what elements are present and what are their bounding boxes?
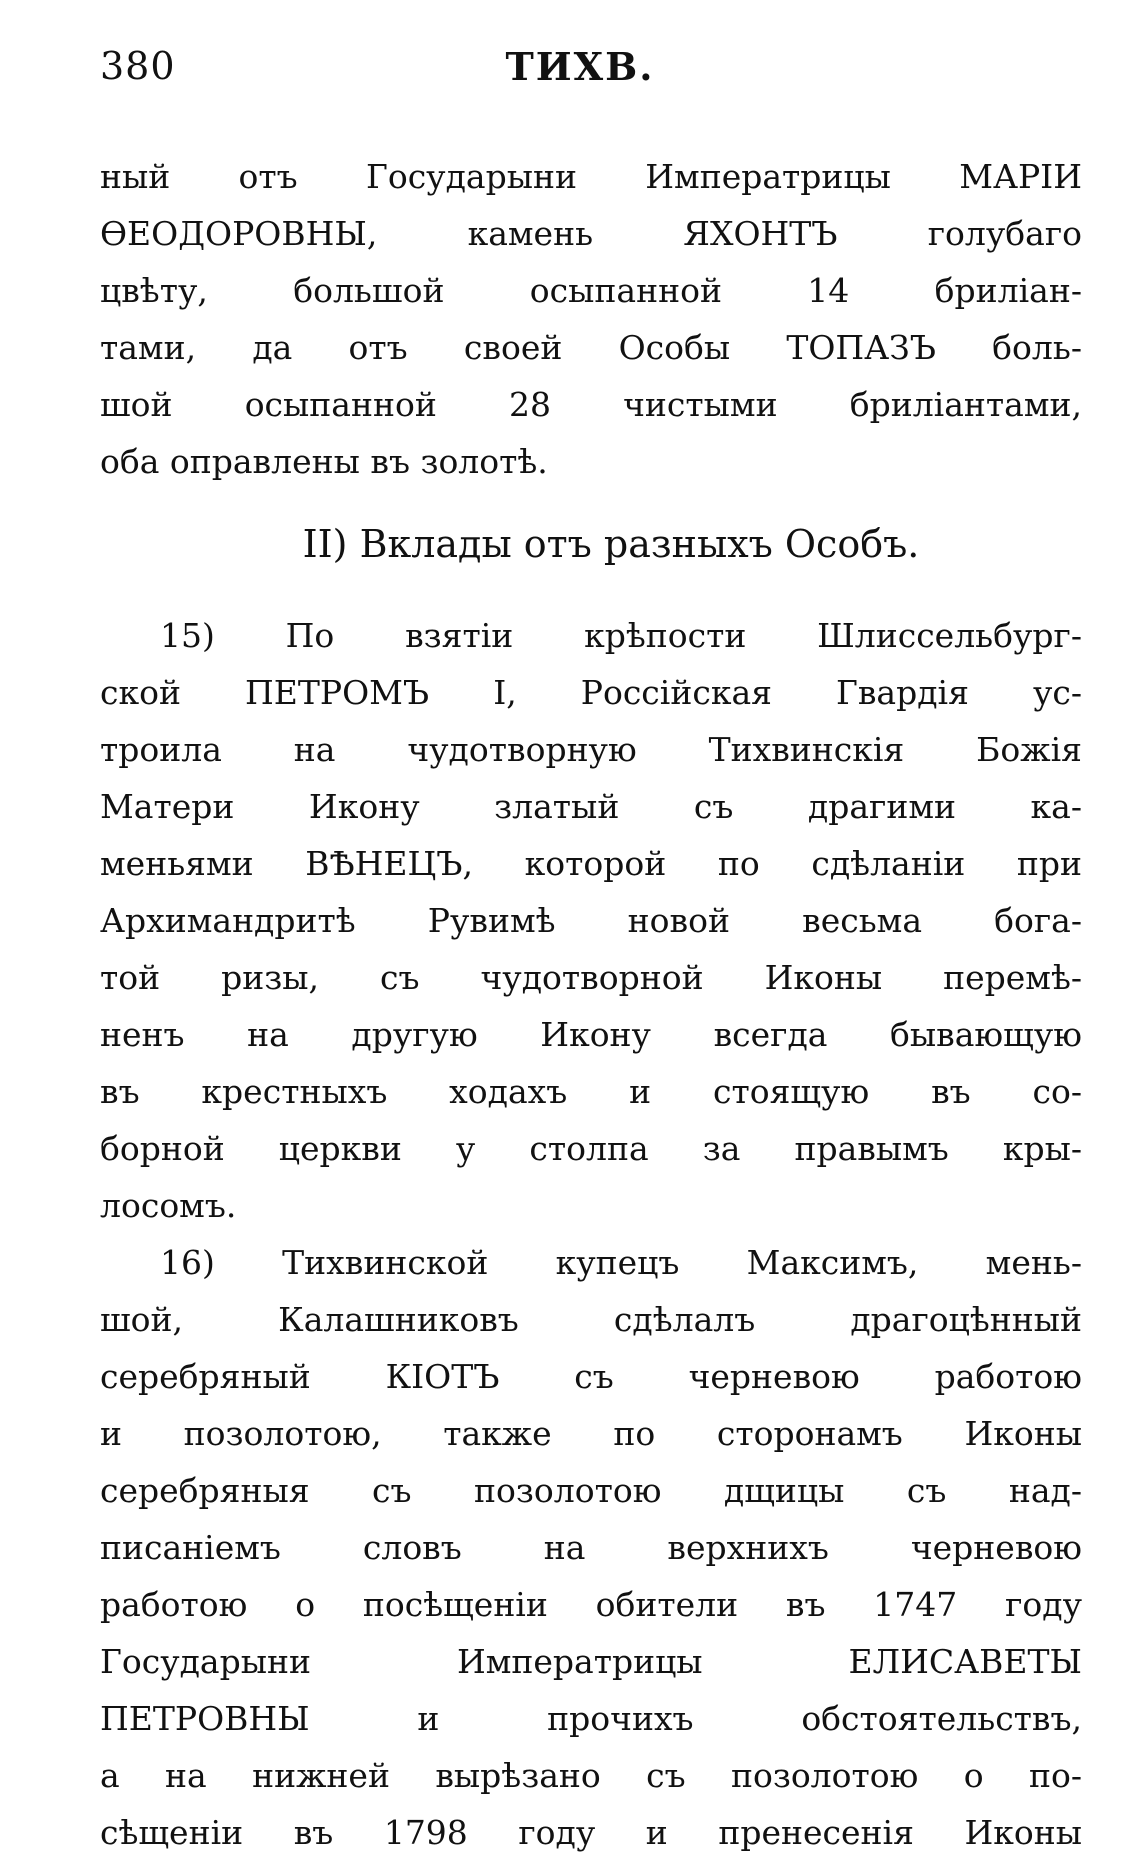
paragraph-intro (100, 148, 1082, 490)
text-line: серебряный КІОТЪ съ черневою работою (100, 1357, 1082, 1396)
text-line: Государыни Императрицы ЕЛИСАВЕТЫ (100, 1642, 1082, 1681)
text-line: Матери Икону златый съ драгими ка- (100, 787, 1082, 826)
text-line: ПЕТРОВНЫ и прочихъ обстоятельствъ, (100, 1699, 1082, 1738)
text-line: 15) По взятіи крѣпости Шлиссельбург- (160, 616, 1082, 655)
text-line: борной церкви у столпа за правымъ кры- (100, 1129, 1082, 1168)
text-line: серебряныя съ позолотою дщицы съ над- (100, 1471, 1082, 1510)
page-header (100, 44, 1060, 104)
text-line: въ крестныхъ ходахъ и стоящую въ со- (100, 1072, 1082, 1111)
text-line: тами, да отъ своей Особы ТОПАЗЪ боль- (100, 328, 1082, 367)
text-line: той ризы, съ чудотворной Иконы перемѣ- (100, 958, 1082, 997)
body-text (100, 148, 1082, 1861)
paragraph-16 (100, 1234, 1082, 1861)
text-line: оба оправлены въ золотѣ. (100, 442, 548, 481)
text-line: писаніемъ словъ на верхнихъ черневою (100, 1528, 1082, 1567)
page-number: 380 (100, 44, 176, 88)
section-heading: II) Вклады отъ разныхъ Особъ. (302, 522, 920, 566)
text-line: 16) Тихвинской купецъ Максимъ, мень- (160, 1243, 1082, 1282)
text-line: ской ПЕТРОМЪ I, Россійская Гвардія ус- (100, 673, 1082, 712)
running-title: ТИХВ. (505, 44, 655, 89)
text-line: ѲЕОДОРОВНЫ, камень ЯХОНТЪ голубаго (100, 214, 1082, 253)
text-line: шой осыпанной 28 чистыми бриліантами, (100, 385, 1082, 424)
text-line: лосомъ. (100, 1186, 237, 1225)
paragraph-15 (100, 607, 1082, 1234)
text-line: сѣщеніи въ 1798 году и пренесенія Иконы (100, 1813, 1082, 1852)
text-line: шой, Калашниковъ сдѣлалъ драгоцѣнный (100, 1300, 1082, 1339)
text-line: ненъ на другую Икону всегда бывающую (100, 1015, 1082, 1054)
text-line: меньями ВѢНЕЦЪ, которой по сдѣланіи при (100, 844, 1082, 883)
text-line: работою о посѣщеніи обители въ 1747 году (100, 1585, 1082, 1624)
text-line: а на нижней вырѣзано съ позолотою о по- (100, 1756, 1082, 1795)
text-line: Архимандритѣ Рувимѣ новой весьма бога- (100, 901, 1082, 940)
text-line: и позолотою, также по сторонамъ Иконы (100, 1414, 1082, 1453)
text-line: ный отъ Государыни Императрицы МАРІИ (100, 157, 1082, 196)
text-line: цвѣту, большой осыпанной 14 бриліан- (100, 271, 1082, 310)
text-line: троила на чудотворную Тихвинскія Божія (100, 730, 1082, 769)
